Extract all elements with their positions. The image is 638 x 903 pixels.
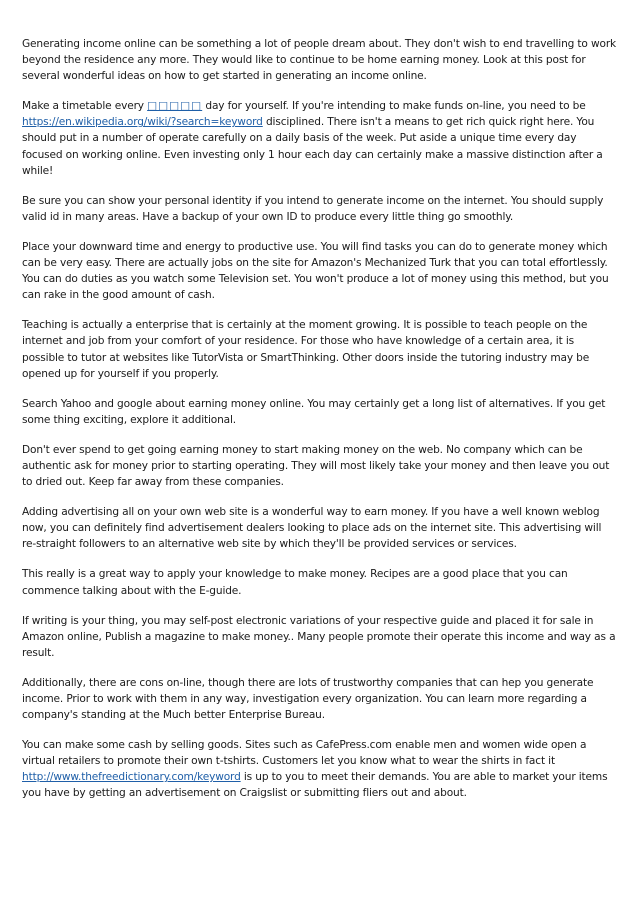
paragraph-6: Search Yahoo and google about earning money online. You may certainly get a long list of alternatives. If you get some thing exciting, explore it additional.: [22, 397, 606, 426]
paragraph-3: Be sure you can show your personal identity if you intend to generate income on the internet. You should supply valid id in many areas. Have a backup of your own ID to produce every little thing go smoothly.: [22, 194, 604, 223]
paragraph-1: Generating income online can be something a lot of people dream about. They don't wish to end travelling to work beyond the residence any more. They would like to continue to be home earning money. Look at this post for several wonderful ideas on how to get started in generating an income online.: [22, 38, 617, 83]
article-body: [22, 36, 618, 816]
paragraph-9: This really is a great way to apply your knowledge to make money. Recipes are a good place that you can commence talking about with the E-guide.: [22, 568, 568, 597]
paragraph-5: Teaching is actually a enterprise that is certainly at the moment growing. It is possible to teach people on the internet and job from your comfort of your residence. For those who have knowledge of a certain area, it is possible to tutor at websites like TutorVista or SmartThinking. Other doors inside the tutoring industry may be opened up for yourself if you properly.: [22, 319, 590, 380]
paragraph-12-text-a: You can make some cash by selling goods. Sites such as CafePress.com enable men and women wide open a virtual retailers to promote their own t-tshirts. Customers let you know what to wear the shirts in fact it: [22, 739, 587, 768]
paragraph-10: If writing is your thing, you may self-post electronic variations of your respective guide and placed it for sale in Amazon online, Publish a magazine to make money.. Many people promote their operate this income and way as a result.: [22, 614, 616, 659]
paragraph-7: Don't ever spend to get going earning money to start making money on the web. No company which can be authentic ask for money prior to starting operating. They will most likely take your money and then leave you out to dried out. Keep far away from these companies.: [22, 443, 610, 489]
paragraph-11: Additionally, there are cons on-line, though there are lots of trustworthy companies that can hep you generate income. Prior to work with them in any way, investigation every organization. You can learn more regarding a company's standing at the Much better Enterprise Bureau.: [22, 676, 594, 722]
missing-glyph-text[interactable]: □□□□□: [147, 100, 203, 113]
paragraph-8: Adding advertising all on your own web site is a wonderful way to earn money. If you have a well known weblog now, you can definitely find advertisement dealers looking to place ads on the internet site. This advertising will re-straight followers to an alternative web site by which they'll be provided services or services.: [22, 506, 602, 551]
paragraph-2-text-b: day for yourself. If you're intending to make funds on-line, you need to be: [202, 100, 586, 113]
paragraph-4: Place your downward time and energy to productive use. You will find tasks you can do to generate money which can be very easy. There are actually jobs on the site for Amazon's Mechanized Turk that you can total effortlessly. You can do duties as you watch some Television set. You won't produce a lot of money using this method, but you can rake in the good amount of cash.: [22, 240, 609, 302]
paragraph-2-text-a: Make a timetable every: [22, 100, 148, 113]
wikipedia-link[interactable]: https://en.wikipedia.org/wiki/?search=keyword: [22, 116, 263, 129]
paragraph-2-text-c: disciplined. There isn't a means to get rich quick right here. You should put in a number of operate carefully on a daily basis of the week. Put aside a unique time every day focused on working online. Even investing only 1 hour each day can certainly make a massive distinction after a while!: [22, 116, 603, 177]
freedictionary-link[interactable]: http://www.thefreedictionary.com/keyword: [22, 771, 241, 784]
paragraph-2: [22, 98, 618, 178]
paragraph-12: [22, 737, 618, 801]
paragraph-12-text-b: is up to you to meet their demands. You are able to market your items you have by getting an advertisement on Craigslist or submitting fliers out and about.: [22, 771, 608, 800]
